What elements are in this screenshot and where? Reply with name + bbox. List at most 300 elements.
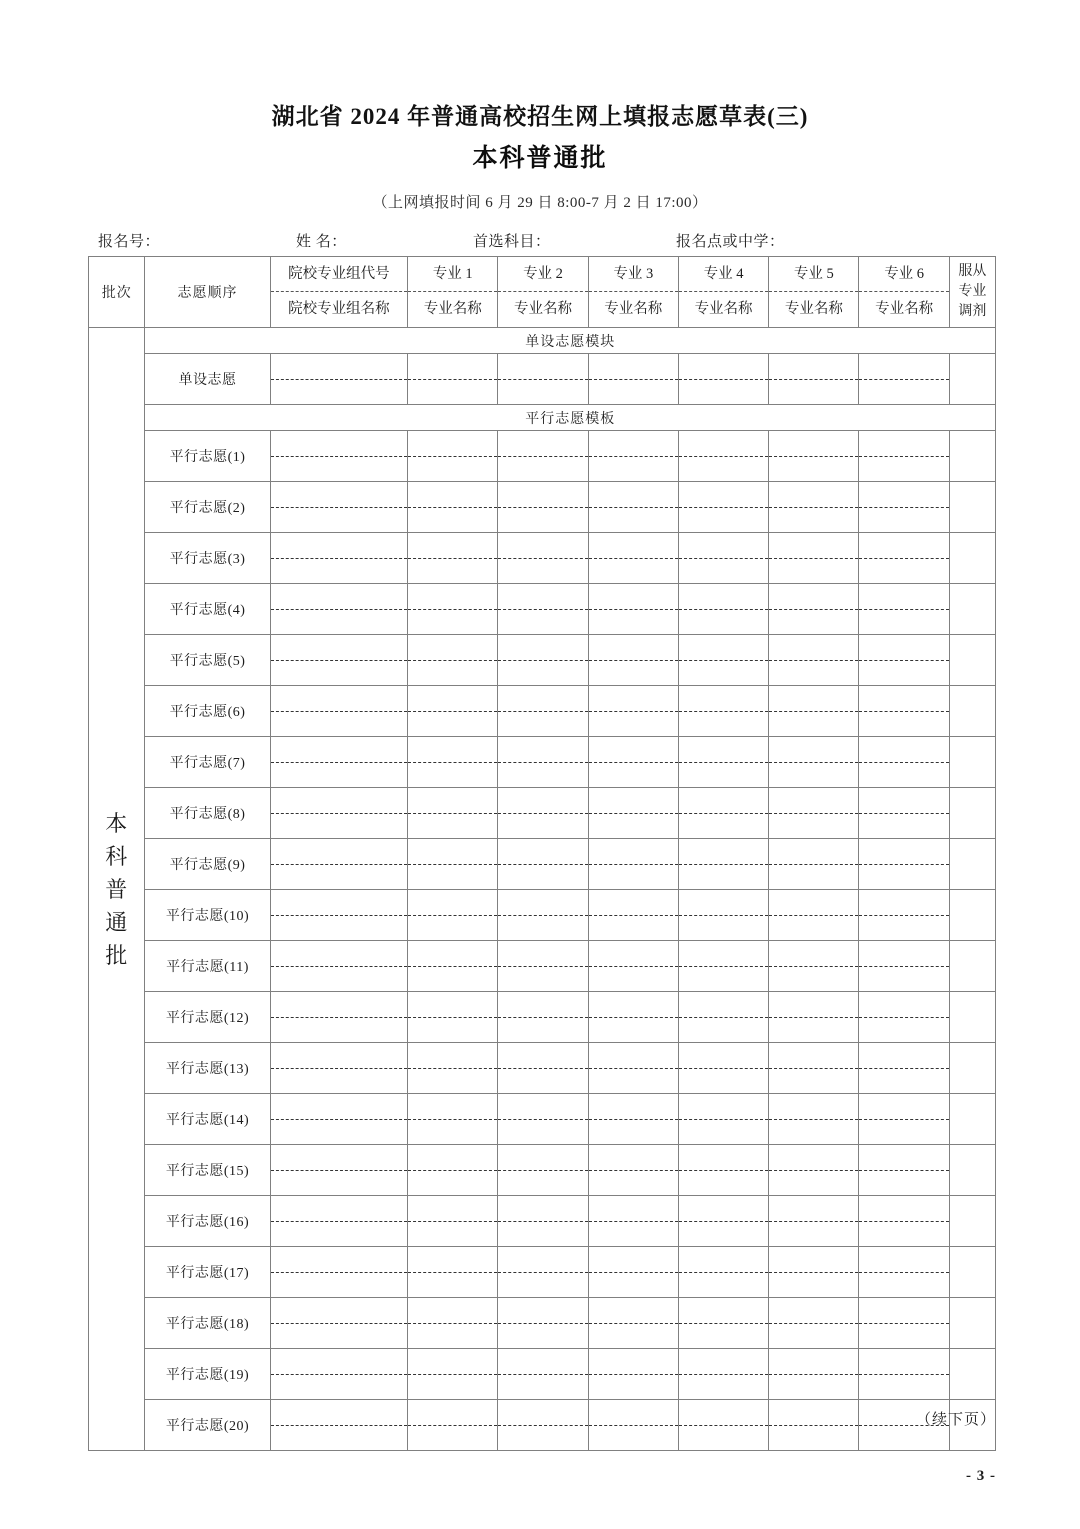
volunteer-form-table-wrap: [88, 256, 996, 1451]
cell-obey-adjustment[interactable]: [949, 686, 995, 737]
cell-major-5[interactable]: [769, 941, 859, 992]
row-label: 平行志愿(2): [145, 482, 270, 533]
cell-major-5[interactable]: [769, 788, 859, 839]
table-row: [89, 890, 996, 941]
cell-divider: [271, 558, 407, 559]
cell-group-code[interactable]: [270, 788, 407, 839]
cell-major-4[interactable]: [678, 788, 768, 839]
header-major-4-top: 专业 4: [679, 257, 768, 292]
cell-major-4[interactable]: [678, 1298, 768, 1349]
cell-major-1[interactable]: [408, 1298, 498, 1349]
cell-major-1[interactable]: [408, 482, 498, 533]
row-label: 平行志愿(14): [145, 1094, 270, 1145]
cell-major-3[interactable]: [588, 890, 678, 941]
cell-major-5[interactable]: [769, 584, 859, 635]
cell-major-2[interactable]: [498, 992, 588, 1043]
cell-divider: [271, 966, 407, 967]
header-major-5-bottom: 专业名称: [784, 301, 843, 317]
cell-divider: [589, 609, 678, 610]
cell-divider: [859, 711, 948, 712]
header-major-3: [588, 257, 678, 328]
cell-divider: [498, 379, 587, 380]
cell-major-6[interactable]: [859, 992, 949, 1043]
cell-obey-adjustment[interactable]: [949, 1043, 995, 1094]
cell-divider: [589, 1221, 678, 1222]
table-row: [89, 635, 996, 686]
cell-major-5[interactable]: [769, 1145, 859, 1196]
cell-divider: [859, 507, 948, 508]
cell-major-5[interactable]: [769, 992, 859, 1043]
cell-major-2[interactable]: [498, 1247, 588, 1298]
header-major-2-bottom: 专业名称: [514, 301, 572, 317]
cell-major-1[interactable]: [408, 992, 498, 1043]
cell-major-6[interactable]: [859, 533, 949, 584]
cell-major-6[interactable]: [859, 482, 949, 533]
cell-divider: [589, 915, 678, 916]
cell-divider: [859, 1119, 948, 1120]
cell-divider: [589, 456, 678, 457]
cell-obey-adjustment[interactable]: [949, 533, 995, 584]
cell-divider: [589, 1272, 678, 1273]
cell-major-1[interactable]: [408, 788, 498, 839]
table-row: [89, 1196, 996, 1247]
cell-divider: [408, 915, 497, 916]
cell-divider: [769, 1374, 858, 1375]
cell-obey-adjustment[interactable]: [949, 1196, 995, 1247]
cell-divider: [679, 660, 768, 661]
cell-obey-adjustment[interactable]: [949, 737, 995, 788]
cell-major-1[interactable]: [408, 941, 498, 992]
header-major-2-top: 专业 2: [498, 257, 587, 292]
cell-major-1[interactable]: [408, 1094, 498, 1145]
cell-major-5[interactable]: [769, 737, 859, 788]
cell-major-2[interactable]: [498, 1196, 588, 1247]
cell-divider: [498, 711, 587, 712]
section-banner-row: [89, 328, 996, 354]
cell-obey-adjustment[interactable]: [949, 635, 995, 686]
cell-major-3[interactable]: [588, 686, 678, 737]
header-major-4-bottom: 专业名称: [694, 301, 753, 317]
cell-major-2[interactable]: [498, 737, 588, 788]
header-major-3-top: 专业 3: [589, 257, 678, 292]
row-label: 单设志愿: [145, 354, 270, 405]
cell-major-3[interactable]: [588, 992, 678, 1043]
cell-major-3[interactable]: [588, 941, 678, 992]
cell-divider: [589, 813, 678, 814]
cell-group-code[interactable]: [270, 431, 407, 482]
cell-divider: [679, 1323, 768, 1324]
cell-major-2[interactable]: [498, 1349, 588, 1400]
cell-group-code[interactable]: [270, 992, 407, 1043]
row-label: 平行志愿(17): [145, 1247, 270, 1298]
table-row: [89, 431, 996, 482]
cell-major-3[interactable]: [588, 1298, 678, 1349]
cell-divider: [271, 1374, 407, 1375]
cell-obey-adjustment[interactable]: [949, 1349, 995, 1400]
cell-divider: [498, 966, 587, 967]
row-label: 平行志愿(13): [145, 1043, 270, 1094]
table-row: [89, 941, 996, 992]
cell-divider: [859, 813, 948, 814]
cell-group-code[interactable]: [270, 635, 407, 686]
cell-divider: [769, 456, 858, 457]
cell-major-4[interactable]: [678, 1196, 768, 1247]
cell-divider: [769, 609, 858, 610]
cell-divider: [498, 762, 587, 763]
table-row: [89, 788, 996, 839]
cell-major-1[interactable]: [408, 635, 498, 686]
cell-major-4[interactable]: [678, 1145, 768, 1196]
row-label: 平行志愿(8): [145, 788, 270, 839]
cell-obey-adjustment[interactable]: [949, 890, 995, 941]
cell-major-5[interactable]: [769, 533, 859, 584]
cell-divider: [498, 1323, 587, 1324]
cell-major-4[interactable]: [678, 839, 768, 890]
cell-group-code[interactable]: [270, 482, 407, 533]
cell-divider: [271, 456, 407, 457]
batch-label-char-3: 普: [105, 876, 129, 902]
cell-major-1[interactable]: [408, 737, 498, 788]
cell-major-3[interactable]: [588, 1196, 678, 1247]
cell-major-2[interactable]: [498, 1298, 588, 1349]
cell-major-2[interactable]: [498, 635, 588, 686]
info-field-name: 姓 名：: [296, 234, 347, 250]
cell-group-code[interactable]: [270, 839, 407, 890]
cell-divider: [271, 813, 407, 814]
cell-group-code[interactable]: [270, 1247, 407, 1298]
cell-divider: [679, 1017, 768, 1018]
cell-divider: [859, 915, 948, 916]
cell-divider: [859, 864, 948, 865]
cell-major-5[interactable]: [769, 686, 859, 737]
cell-major-6[interactable]: [859, 354, 949, 405]
cell-divider: [679, 762, 768, 763]
cell-obey-adjustment[interactable]: [949, 584, 995, 635]
cell-group-code[interactable]: [270, 1043, 407, 1094]
row-label: 平行志愿(9): [145, 839, 270, 890]
batch-label-char-1: 本: [105, 810, 129, 836]
cell-divider: [859, 1221, 948, 1222]
cell-divider: [498, 1221, 587, 1222]
cell-divider: [589, 1017, 678, 1018]
cell-major-4[interactable]: [678, 890, 768, 941]
cell-major-5[interactable]: [769, 1298, 859, 1349]
cell-divider: [859, 1272, 948, 1273]
header-major-3-bottom: 专业名称: [604, 301, 663, 317]
cell-group-code[interactable]: [270, 941, 407, 992]
cell-divider: [408, 1374, 497, 1375]
table-row: [89, 992, 996, 1043]
row-label: 平行志愿(15): [145, 1145, 270, 1196]
cell-major-6[interactable]: [859, 1043, 949, 1094]
cell-divider: [769, 507, 858, 508]
cell-divider: [859, 379, 948, 380]
cell-major-3[interactable]: [588, 354, 678, 405]
row-label: 平行志愿(4): [145, 584, 270, 635]
cell-major-6[interactable]: [859, 1094, 949, 1145]
cell-divider: [679, 609, 768, 610]
table-row: [89, 354, 996, 405]
header-group-code: [270, 257, 407, 328]
cell-divider: [679, 1272, 768, 1273]
batch-label-char-2: 科: [105, 843, 129, 869]
cell-major-3[interactable]: [588, 839, 678, 890]
cell-divider: [498, 1374, 587, 1375]
page-number: - 3 -: [966, 1468, 996, 1484]
cell-major-4[interactable]: [678, 941, 768, 992]
cell-obey-adjustment[interactable]: [949, 788, 995, 839]
table-row: [89, 737, 996, 788]
batch-label-char-5: 批: [105, 942, 129, 968]
cell-major-6[interactable]: [859, 839, 949, 890]
cell-major-4[interactable]: [678, 737, 768, 788]
cell-major-2[interactable]: [498, 1043, 588, 1094]
cell-major-1[interactable]: [408, 1196, 498, 1247]
cell-obey-adjustment[interactable]: [949, 354, 995, 405]
cell-major-6[interactable]: [859, 635, 949, 686]
table-row: [89, 1298, 996, 1349]
cell-major-2[interactable]: [498, 584, 588, 635]
cell-divider: [769, 711, 858, 712]
cell-obey-adjustment[interactable]: [949, 941, 995, 992]
cell-divider: [859, 1017, 948, 1018]
cell-major-4[interactable]: [678, 686, 768, 737]
cell-divider: [408, 456, 497, 457]
cell-obey-adjustment[interactable]: [949, 1298, 995, 1349]
cell-divider: [769, 1068, 858, 1069]
cell-major-5[interactable]: [769, 890, 859, 941]
cell-group-code[interactable]: [270, 584, 407, 635]
header-volunteer-order: 志愿顺序: [145, 257, 270, 328]
cell-major-1[interactable]: [408, 1043, 498, 1094]
cell-major-1[interactable]: [408, 533, 498, 584]
table-row: [89, 686, 996, 737]
cell-group-code[interactable]: [270, 737, 407, 788]
cell-divider: [679, 966, 768, 967]
cell-divider: [769, 379, 858, 380]
cell-major-5[interactable]: [769, 1196, 859, 1247]
cell-major-1[interactable]: [408, 839, 498, 890]
section-banner-2: 平行志愿模板: [145, 405, 996, 431]
header-obey-line-2: 专业: [958, 283, 987, 299]
cell-major-6[interactable]: [859, 1298, 949, 1349]
cell-major-5[interactable]: [769, 635, 859, 686]
batch-label-char-4: 通: [105, 909, 129, 935]
cell-divider: [408, 966, 497, 967]
batch-label-cell: [89, 328, 145, 1451]
cell-group-code[interactable]: [270, 1298, 407, 1349]
header-group-code-bottom: 院校专业组名称: [288, 301, 390, 317]
cell-obey-adjustment[interactable]: [949, 1247, 995, 1298]
cell-major-1[interactable]: [408, 354, 498, 405]
cell-major-2[interactable]: [498, 533, 588, 584]
cell-major-2[interactable]: [498, 1145, 588, 1196]
header-major-2: [498, 257, 588, 328]
table-row: [89, 1145, 996, 1196]
cell-major-1[interactable]: [408, 1349, 498, 1400]
cell-major-3[interactable]: [588, 431, 678, 482]
cell-major-2[interactable]: [498, 354, 588, 405]
cell-obey-adjustment[interactable]: [949, 992, 995, 1043]
cell-major-2[interactable]: [498, 482, 588, 533]
cell-major-4[interactable]: [678, 482, 768, 533]
cell-major-5[interactable]: [769, 482, 859, 533]
cell-major-2[interactable]: [498, 431, 588, 482]
cell-group-code[interactable]: [270, 890, 407, 941]
info-field-first-subject: 首选科目：: [473, 234, 551, 250]
header-major-6-top: 专业 6: [859, 257, 948, 292]
cell-divider: [408, 762, 497, 763]
cell-major-2[interactable]: [498, 686, 588, 737]
table-row: [89, 1247, 996, 1298]
cell-group-code[interactable]: [270, 1094, 407, 1145]
cell-divider: [769, 966, 858, 967]
cell-major-5[interactable]: [769, 1247, 859, 1298]
cell-major-6[interactable]: [859, 431, 949, 482]
cell-divider: [859, 966, 948, 967]
cell-major-4[interactable]: [678, 635, 768, 686]
cell-major-2[interactable]: [498, 941, 588, 992]
cell-divider: [769, 1119, 858, 1120]
cell-major-6[interactable]: [859, 890, 949, 941]
cell-major-6[interactable]: [859, 584, 949, 635]
cell-major-3[interactable]: [588, 1145, 678, 1196]
cell-major-4[interactable]: [678, 1247, 768, 1298]
applicant-info-line: [88, 230, 998, 254]
cell-obey-adjustment[interactable]: [949, 839, 995, 890]
cell-major-3[interactable]: [588, 482, 678, 533]
cell-major-6[interactable]: [859, 941, 949, 992]
cell-major-5[interactable]: [769, 839, 859, 890]
cell-major-4[interactable]: [678, 584, 768, 635]
cell-divider: [859, 1068, 948, 1069]
cell-major-6[interactable]: [859, 737, 949, 788]
cell-divider: [589, 1374, 678, 1375]
cell-divider: [408, 558, 497, 559]
cell-major-1[interactable]: [408, 890, 498, 941]
table-row: [89, 839, 996, 890]
cell-major-2[interactable]: [498, 839, 588, 890]
cell-divider: [498, 1068, 587, 1069]
cell-major-6[interactable]: [859, 686, 949, 737]
cell-divider: [679, 1119, 768, 1120]
cell-major-6[interactable]: [859, 1196, 949, 1247]
cell-major-4[interactable]: [678, 992, 768, 1043]
header-major-5: [769, 257, 859, 328]
cell-divider: [408, 379, 497, 380]
cell-divider: [408, 507, 497, 508]
cell-major-3[interactable]: [588, 1094, 678, 1145]
cell-major-6[interactable]: [859, 1145, 949, 1196]
cell-major-4[interactable]: [678, 1043, 768, 1094]
document-title: 湖北省 2024 年普通高校招生网上填报志愿草表(三): [271, 104, 809, 129]
cell-divider: [271, 711, 407, 712]
cell-major-3[interactable]: [588, 1349, 678, 1400]
cell-divider: [679, 1068, 768, 1069]
cell-divider: [271, 1170, 407, 1171]
cell-major-1[interactable]: [408, 1145, 498, 1196]
batch-vertical-label: [89, 807, 144, 972]
cell-major-4[interactable]: [678, 354, 768, 405]
cell-divider: [679, 1374, 768, 1375]
cell-divider: [408, 1170, 497, 1171]
cell-obey-adjustment[interactable]: [949, 1145, 995, 1196]
cell-major-5[interactable]: [769, 1094, 859, 1145]
cell-divider: [408, 609, 497, 610]
cell-obey-adjustment[interactable]: [949, 431, 995, 482]
cell-divider: [859, 1374, 948, 1375]
cell-divider: [679, 558, 768, 559]
cell-divider: [271, 915, 407, 916]
cell-major-3[interactable]: [588, 584, 678, 635]
cell-major-3[interactable]: [588, 533, 678, 584]
cell-major-4[interactable]: [678, 431, 768, 482]
cell-divider: [498, 1119, 587, 1120]
cell-divider: [589, 379, 678, 380]
cell-major-4[interactable]: [678, 533, 768, 584]
row-label: 平行志愿(10): [145, 890, 270, 941]
cell-major-1[interactable]: [408, 584, 498, 635]
cell-group-code[interactable]: [270, 533, 407, 584]
cell-major-5[interactable]: [769, 431, 859, 482]
cell-obey-adjustment[interactable]: [949, 482, 995, 533]
row-label: 平行志愿(18): [145, 1298, 270, 1349]
cell-major-1[interactable]: [408, 1247, 498, 1298]
cell-major-5[interactable]: [769, 1349, 859, 1400]
cell-group-code[interactable]: [270, 686, 407, 737]
cell-major-4[interactable]: [678, 1349, 768, 1400]
info-field-registration-number: 报名号：: [98, 234, 161, 250]
cell-major-3[interactable]: [588, 788, 678, 839]
cell-major-3[interactable]: [588, 1043, 678, 1094]
cell-major-3[interactable]: [588, 1247, 678, 1298]
cell-divider: [589, 864, 678, 865]
cell-divider: [769, 1017, 858, 1018]
cell-divider: [408, 1323, 497, 1324]
cell-major-6[interactable]: [859, 788, 949, 839]
cell-divider: [498, 915, 587, 916]
cell-major-5[interactable]: [769, 1043, 859, 1094]
cell-major-2[interactable]: [498, 890, 588, 941]
cell-divider: [769, 915, 858, 916]
row-label: 平行志愿(12): [145, 992, 270, 1043]
cell-divider: [408, 660, 497, 661]
cell-group-code[interactable]: [270, 1145, 407, 1196]
cell-divider: [589, 1170, 678, 1171]
cell-group-code[interactable]: [270, 354, 407, 405]
cell-major-2[interactable]: [498, 1094, 588, 1145]
cell-major-6[interactable]: [859, 1247, 949, 1298]
cell-major-2[interactable]: [498, 788, 588, 839]
cell-divider: [271, 379, 407, 380]
cell-major-5[interactable]: [769, 354, 859, 405]
cell-divider: [271, 1221, 407, 1222]
cell-major-3[interactable]: [588, 635, 678, 686]
cell-major-1[interactable]: [408, 431, 498, 482]
cell-divider: [498, 609, 587, 610]
cell-major-3[interactable]: [588, 737, 678, 788]
cell-obey-adjustment[interactable]: [949, 1094, 995, 1145]
cell-major-4[interactable]: [678, 1094, 768, 1145]
cell-major-1[interactable]: [408, 686, 498, 737]
cell-group-code[interactable]: [270, 1349, 407, 1400]
cell-divider: [769, 558, 858, 559]
cell-divider: [769, 762, 858, 763]
cell-major-6[interactable]: [859, 1349, 949, 1400]
cell-divider: [769, 864, 858, 865]
cell-divider: [679, 379, 768, 380]
cell-group-code[interactable]: [270, 1196, 407, 1247]
